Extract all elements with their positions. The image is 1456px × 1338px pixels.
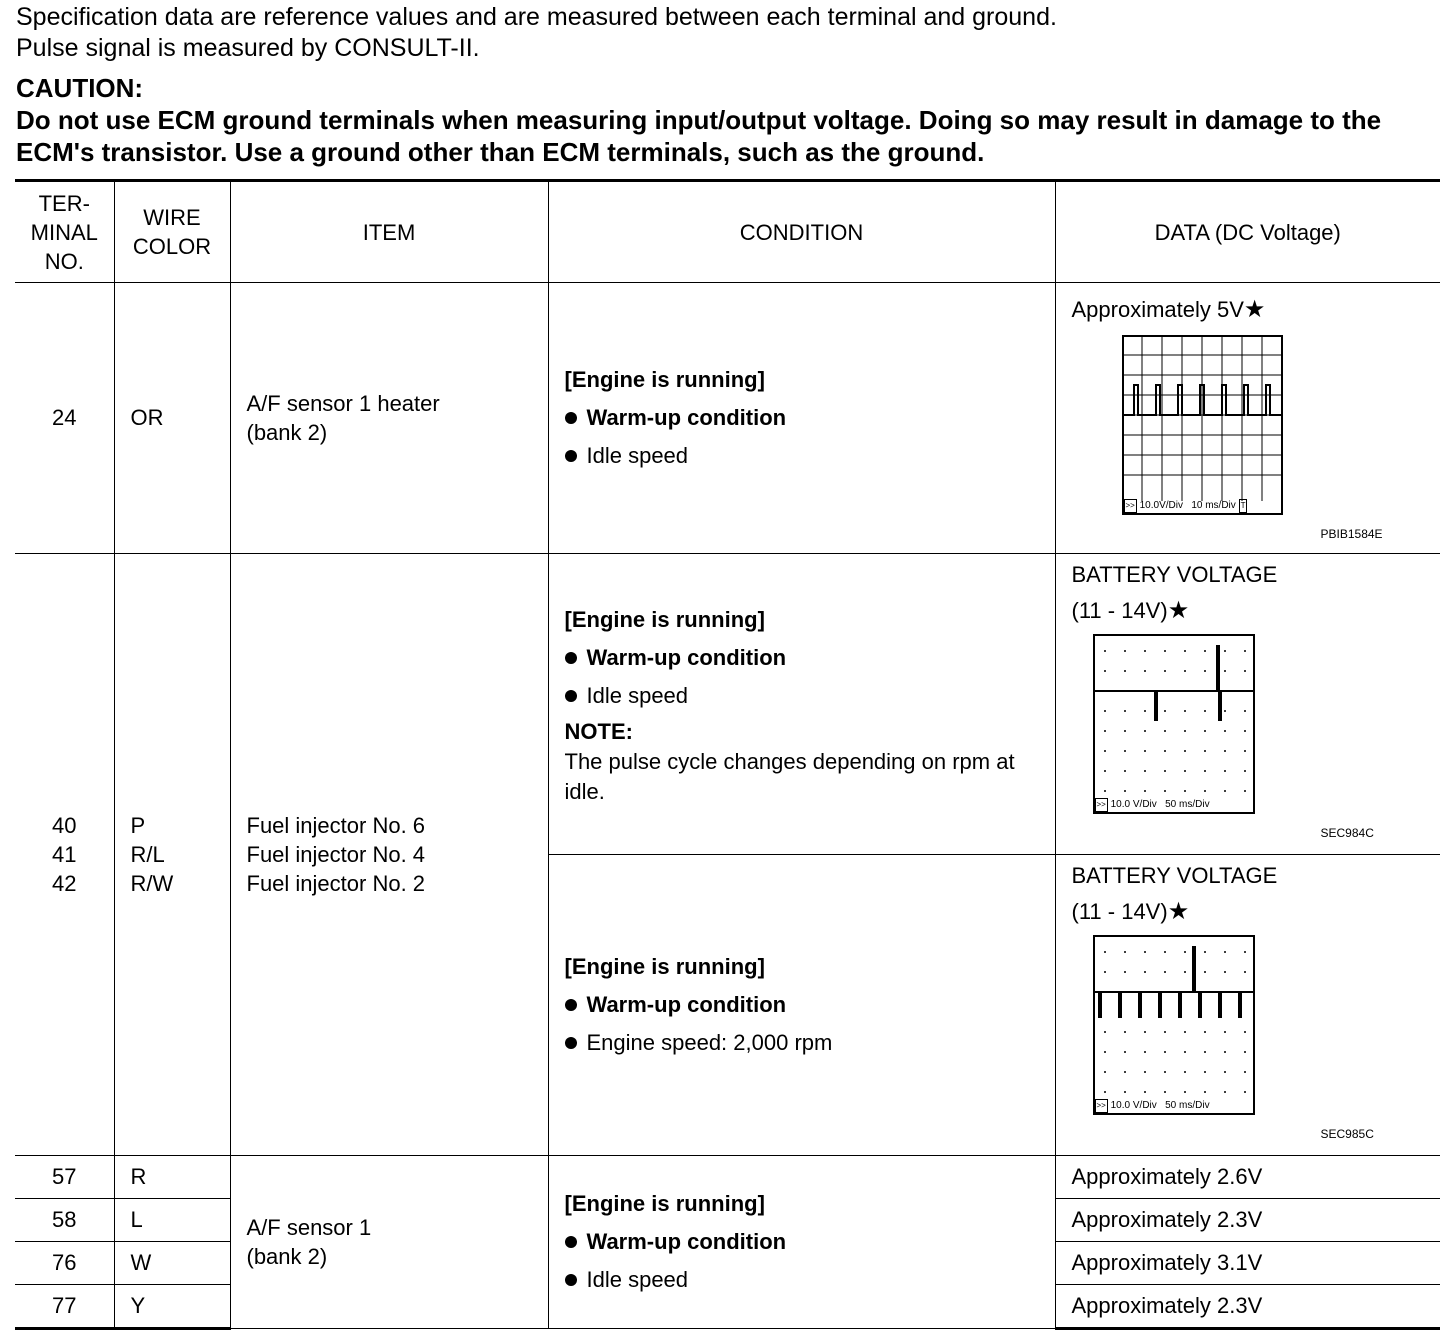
figure-code: SEC985C bbox=[1320, 1127, 1374, 1141]
bullet-icon bbox=[565, 1037, 577, 1049]
bullet-icon bbox=[565, 1274, 577, 1286]
intro-line-2: Pulse signal is measured by CONSULT-II. bbox=[16, 34, 480, 62]
data-value: Approximately 3.1V bbox=[1055, 1242, 1440, 1285]
item-fuel-injectors: Fuel injector No. 6 Fuel injector No. 4 Fuel injector No. 2 bbox=[230, 554, 548, 1156]
caution-title: CAUTION: bbox=[16, 73, 144, 103]
list-item: Idle speed bbox=[565, 1261, 1047, 1299]
wire-colors-injectors: P R/L R/W bbox=[114, 554, 230, 1156]
note-text: The pulse cycle changes depending on rpm at idle. bbox=[564, 749, 1015, 804]
list-item: Warm-up condition bbox=[565, 399, 1047, 437]
bullet-icon bbox=[565, 450, 577, 462]
data-cell: Approximately 5V★ >> 10.0V/Div 10 ms/Div T PBIB1584E bbox=[1055, 283, 1440, 554]
data-value: Approximately 2.3V bbox=[1055, 1285, 1440, 1329]
table-row bbox=[15, 554, 1440, 855]
star-icon: ★ bbox=[1243, 296, 1266, 323]
star-icon: ★ bbox=[1167, 597, 1190, 624]
header-condition: CONDITION bbox=[548, 181, 1055, 283]
terminal-58: 58 bbox=[15, 1199, 114, 1242]
star-icon: ★ bbox=[1167, 898, 1190, 925]
figure-code: PBIB1584E bbox=[1320, 527, 1383, 541]
bullet-icon bbox=[565, 652, 577, 664]
list-item: Warm-up condition bbox=[565, 639, 1047, 677]
note-title: NOTE: bbox=[564, 719, 633, 744]
bullet-icon bbox=[565, 690, 577, 702]
scope-scale-label: >> 10.0 V/Div 50 ms/Div bbox=[1096, 799, 1210, 810]
terminal-24: 24 bbox=[15, 283, 114, 554]
data-cell: BATTERY VOLTAGE (11 - 14V)★ >> 10.0 V/Div 50 ms/Div SEC984C bbox=[1055, 554, 1440, 855]
wire-color-w: W bbox=[114, 1242, 230, 1285]
data-cell: BATTERY VOLTAGE (11 - 14V)★ >> 10.0 V/Div 50 ms/Div SEC985C bbox=[1055, 855, 1440, 1156]
bullet-icon bbox=[565, 999, 577, 1011]
bullet-icon bbox=[565, 412, 577, 424]
terminal-57: 57 bbox=[15, 1156, 114, 1199]
oscilloscope-waveform bbox=[1093, 935, 1255, 1115]
condition-cell: [Engine is running] Warm-up condition Idle speed bbox=[548, 283, 1055, 554]
wire-color-y: Y bbox=[114, 1285, 230, 1329]
wire-color-or: OR bbox=[114, 283, 230, 554]
data-value: Approximately 2.6V bbox=[1055, 1156, 1440, 1199]
terminal-76: 76 bbox=[15, 1242, 114, 1285]
list-item: Warm-up condition bbox=[565, 1223, 1047, 1261]
header-terminal-no: TER- MINAL NO. bbox=[15, 181, 114, 283]
item-af-sensor-heater: A/F sensor 1 heater (bank 2) bbox=[230, 283, 548, 554]
scope-scale-label: >> 10.0 V/Div 50 ms/Div bbox=[1096, 1100, 1210, 1111]
table-row bbox=[15, 283, 1440, 554]
figure-code: SEC984C bbox=[1320, 826, 1374, 840]
table-row bbox=[15, 1156, 1440, 1199]
oscilloscope-waveform bbox=[1093, 634, 1255, 814]
intro-text bbox=[16, 2, 1057, 64]
condition-cell: [Engine is running] Warm-up condition Idle speed bbox=[548, 1156, 1055, 1329]
bullet-icon bbox=[565, 1236, 577, 1248]
header-wire-color: WIRE COLOR bbox=[114, 181, 230, 283]
list-item: Idle speed bbox=[565, 437, 1047, 475]
list-item: Idle speed bbox=[565, 677, 1047, 715]
table-header-row bbox=[15, 181, 1440, 283]
wire-color-l: L bbox=[114, 1199, 230, 1242]
intro-line-1: Specification data are reference values and are measured between each terminal and ground. bbox=[16, 3, 1057, 31]
caution-text: Do not use ECM ground terminals when measuring input/output voltage. Doing so may result in damage to the ECM's transistor. Use a ground other than ECM terminals, such as the ground. bbox=[16, 105, 1382, 167]
item-af-sensor: A/F sensor 1 (bank 2) bbox=[230, 1156, 548, 1329]
ecm-terminal-table bbox=[15, 179, 1440, 1330]
header-data: DATA (DC Voltage) bbox=[1055, 181, 1440, 283]
condition-cell: [Engine is running] Warm-up condition Engine speed: 2,000 rpm bbox=[548, 855, 1055, 1156]
wire-color-r: R bbox=[114, 1156, 230, 1199]
data-value: Approximately 2.3V bbox=[1055, 1199, 1440, 1242]
terminals-40-41-42: 40 41 42 bbox=[15, 554, 114, 1156]
header-item: ITEM bbox=[230, 181, 548, 283]
list-item: Engine speed: 2,000 rpm bbox=[565, 1024, 1047, 1062]
oscilloscope-waveform bbox=[1122, 335, 1283, 515]
scope-scale-label: >> 10.0V/Div 10 ms/Div T bbox=[1125, 500, 1246, 511]
terminal-77: 77 bbox=[15, 1285, 114, 1329]
list-item: Warm-up condition bbox=[565, 986, 1047, 1024]
condition-cell: [Engine is running] Warm-up condition Idle speed NOTE: The pulse cycle changes depending on rpm at idle. bbox=[548, 554, 1055, 855]
